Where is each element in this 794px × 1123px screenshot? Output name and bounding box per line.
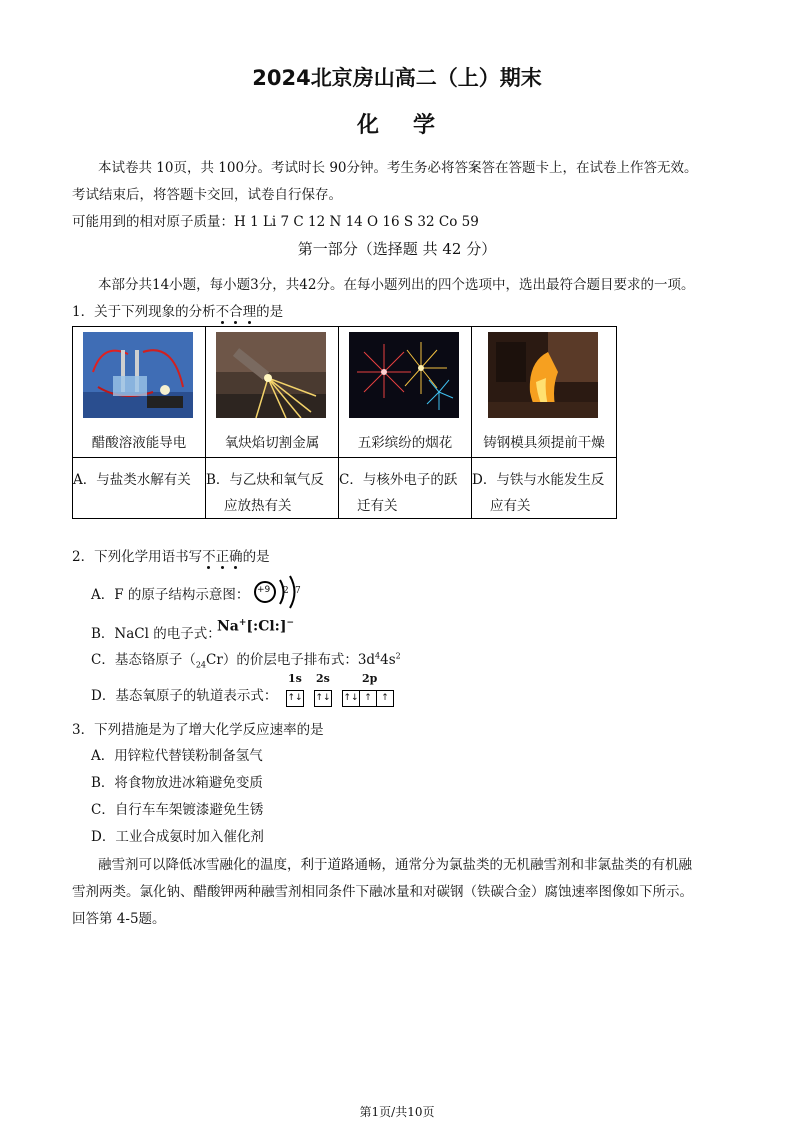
q1-caption-4: 铸钢模具须提前干燥 bbox=[483, 435, 605, 451]
subject-char-2: 学 bbox=[413, 113, 438, 138]
passage-line-2: 雪剂两类。氯化钠、醋酸钾两种融雪剂相同条件下融冰量和对碳钢（铁碳合金）腐蚀速率图像如下所示。 bbox=[72, 884, 693, 900]
welding-cutting-image bbox=[216, 332, 326, 418]
subject-title bbox=[0, 108, 794, 139]
question-1-table bbox=[72, 326, 617, 519]
subject-char-1: 化 bbox=[356, 113, 381, 138]
q2-option-d: D．基态氧原子的轨道表示式： bbox=[91, 688, 278, 704]
q1-option-c: C．与核外电子的跃 迁有关 bbox=[339, 458, 472, 519]
nucleus-charge: +9 bbox=[257, 585, 271, 595]
emphasis-dot: 不 bbox=[215, 304, 230, 320]
intro-line-1: 本试卷共 10页，共 100分。考试时长 90分钟。考生务必将答案答在答题卡上，在试卷上作答无效。 bbox=[98, 160, 698, 176]
intro-line-2: 考试结束后，将答题卡交回，试卷自行保存。 bbox=[72, 187, 342, 203]
passage-line-3: 回答第 4-5题。 bbox=[72, 911, 166, 927]
page-title: 2024北京房山高二（上）期末 bbox=[252, 66, 542, 90]
passage-line-1: 融雪剂可以降低冰雪融化的温度，利于道路通畅，通常分为氯盐类的无机融雪剂和非氯盐类的有机融 bbox=[98, 857, 692, 873]
q1-option-a: A．与盐类水解有关 bbox=[73, 458, 206, 519]
emphasis-dot: 正 bbox=[215, 549, 230, 565]
q1-caption-3: 五彩缤纷的烟花 bbox=[357, 435, 453, 451]
orbital-box-2s: ↑↓ bbox=[314, 690, 332, 707]
fireworks-image bbox=[349, 332, 459, 418]
section-description: 本部分共14小题，每小题3分，共42分。在每小题列出的四个选项中，选出最符合题目要求的一项。 bbox=[98, 277, 695, 293]
conductivity-experiment-image bbox=[83, 332, 193, 418]
q3-option-b: B．将食物放进冰箱避免变质 bbox=[91, 775, 263, 791]
q1-caption-1: 醋酸溶液能导电 bbox=[91, 435, 187, 451]
emphasis-dot: 理 bbox=[242, 304, 257, 320]
q1-option-d: D．与铁与水能发生反 应有关 bbox=[472, 458, 617, 519]
q3-option-c: C．自行车车架镀漆避免生锈 bbox=[91, 802, 264, 818]
page-footer: 第1页/共10页 bbox=[359, 1105, 435, 1119]
q2-option-b: B．NaCl 的电子式： bbox=[91, 626, 221, 642]
orbital-box-2p-1: ↑↓ bbox=[342, 690, 360, 707]
q1-image-cell-4 bbox=[472, 327, 617, 458]
section-title: 第一部分（选择题 共 42 分） bbox=[297, 240, 497, 258]
q3-option-d: D．工业合成氨时加入催化剂 bbox=[91, 829, 264, 845]
shell-1-electrons: 2 bbox=[283, 586, 289, 596]
question-3-stem: 3．下列措施是为了增大化学反应速率的是 bbox=[72, 722, 324, 738]
orbital-label-2p: 2p bbox=[362, 672, 378, 685]
nacl-electron-formula: Na+[:Cl:]− bbox=[217, 618, 295, 635]
q1-image-cell-2 bbox=[206, 327, 339, 458]
emphasis-dot: 不 bbox=[202, 549, 216, 565]
oxygen-orbital-diagram bbox=[284, 672, 404, 708]
q1-option-b: B．与乙炔和氧气反 应放热有关 bbox=[206, 458, 339, 519]
atomic-mass-line: 可能用到的相对原子质量：H 1 Li 7 C 12 N 14 O 16 S 32 Co 59 bbox=[72, 214, 479, 230]
emphasis-dot: 合 bbox=[229, 304, 243, 320]
orbital-box-1s: ↑↓ bbox=[286, 690, 304, 707]
emphasis-dot: 确 bbox=[229, 549, 243, 565]
fluorine-atomic-structure-diagram bbox=[252, 572, 308, 612]
q3-option-a: A．用锌粒代替镁粉制备氢气 bbox=[91, 748, 263, 764]
molten-steel-casting-image bbox=[488, 332, 598, 418]
q1-image-cell-3 bbox=[339, 327, 472, 458]
shell-2-electrons: 7 bbox=[295, 586, 301, 596]
q1-image-cell-1 bbox=[73, 327, 206, 458]
question-2-stem: 2．下列化学用语书写不正确的是 bbox=[72, 549, 270, 565]
orbital-box-2p-3: ↑ bbox=[376, 690, 394, 707]
orbital-label-1s: 1s bbox=[288, 672, 302, 685]
orbital-box-2p-2: ↑ bbox=[359, 690, 377, 707]
q2-option-c: C．基态铬原子$(_{24}Cr)$的价层电子排布式：$3d^44s^2$ bbox=[91, 651, 401, 670]
orbital-label-2s: 2s bbox=[316, 672, 330, 685]
question-1-stem: 1．关于下列现象的分析不合理的是 bbox=[72, 304, 284, 320]
q1-caption-2: 氧炔焰切割金属 bbox=[224, 435, 320, 451]
q2-option-a: A．F 的原子结构示意图： bbox=[91, 587, 250, 603]
